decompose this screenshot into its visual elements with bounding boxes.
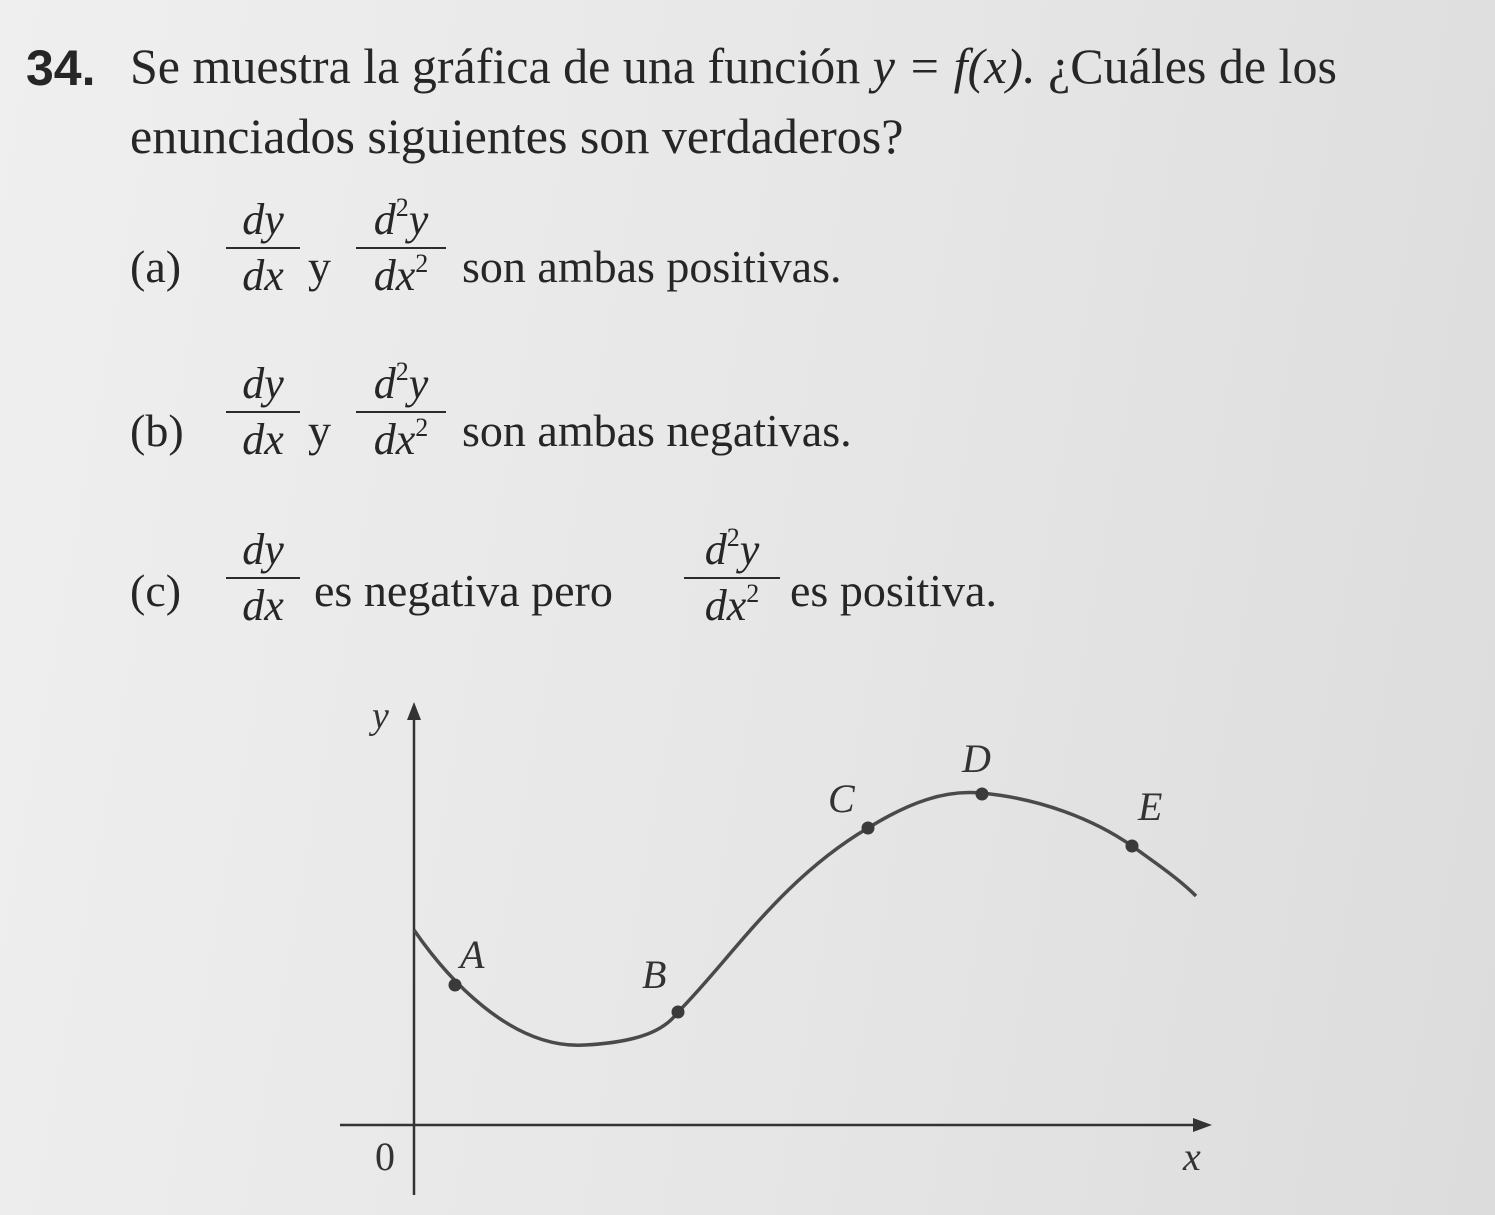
point-d-label: D bbox=[962, 736, 991, 781]
function-notation: y = f(x). bbox=[872, 38, 1036, 94]
fraction-denominator: dx bbox=[242, 581, 284, 630]
question-line-2: enunciados siguientes son verdaderos? bbox=[130, 108, 904, 164]
x-axis-arrow-icon bbox=[1193, 1118, 1212, 1132]
option-connector: es negativa pero bbox=[314, 565, 613, 616]
point-b bbox=[672, 1006, 685, 1019]
point-b-label: B bbox=[642, 952, 667, 997]
fraction-numerator: dy bbox=[242, 359, 284, 408]
question-text-end: ¿Cuáles de los bbox=[1048, 38, 1337, 94]
function-curve bbox=[414, 793, 1196, 1046]
y-axis-label: y bbox=[372, 695, 389, 737]
fraction-denominator: dx bbox=[242, 415, 284, 464]
fraction-numerator: $d^2y$ bbox=[373, 357, 429, 408]
y-axis-arrow-icon bbox=[407, 702, 421, 720]
option-text: son ambas positivas. bbox=[462, 241, 842, 292]
option-label: (a) bbox=[130, 241, 182, 292]
point-e bbox=[1126, 840, 1139, 853]
option-connector: y bbox=[308, 241, 331, 292]
problem-number: 34. bbox=[26, 40, 96, 96]
option-connector: y bbox=[308, 405, 331, 456]
point-d bbox=[976, 788, 989, 801]
point-c-label: C bbox=[828, 776, 855, 821]
point-a bbox=[449, 979, 462, 992]
option-text: son ambas negativas. bbox=[462, 405, 852, 456]
option-label: (b) bbox=[130, 405, 184, 456]
fraction-denominator: $dx^2$ bbox=[704, 579, 760, 630]
x-axis-label: x bbox=[1183, 1134, 1201, 1179]
fraction-denominator: $dx^2$ bbox=[373, 413, 429, 464]
fraction-numerator: dy bbox=[242, 195, 284, 244]
point-a-label: A bbox=[460, 932, 485, 977]
fraction-denominator: dx bbox=[242, 251, 284, 300]
point-e-label: E bbox=[1138, 784, 1163, 829]
option-text: es positiva. bbox=[790, 565, 997, 616]
origin-label: 0 bbox=[375, 1134, 395, 1179]
fraction-numerator: dy bbox=[242, 525, 284, 574]
point-c bbox=[862, 822, 875, 835]
fraction-numerator: $d^2y$ bbox=[704, 523, 760, 574]
fraction-denominator: $dx^2$ bbox=[373, 249, 429, 300]
option-label: (c) bbox=[130, 565, 182, 616]
fraction-numerator: $d^2y$ bbox=[373, 193, 429, 244]
question-text-start: Se muestra la gráfica de una función bbox=[130, 38, 861, 94]
